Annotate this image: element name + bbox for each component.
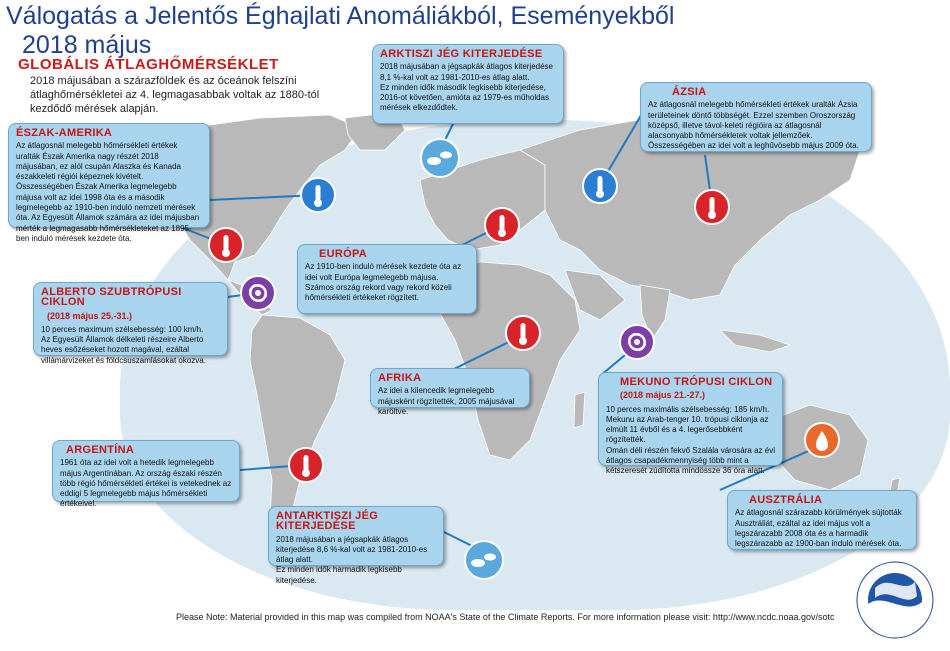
box-heading: ANTARKTISZI JÉG KITERJEDÉSE xyxy=(276,510,379,533)
box-heading: AUSZTRÁLIA xyxy=(749,494,823,506)
page-subtitle: 2018 május xyxy=(22,31,152,59)
box-text: Az átlagosnál szárazabb körülmények sújtották Ausztráliát, ezáltal az idei május volt a legszárazabb 2008 óta és a harmadik legszárazabb az 1900-ban induló mérések óta. xyxy=(735,508,902,549)
thermometer-icon-asia xyxy=(695,190,729,224)
global-heading: GLOBÁLIS ÁTLAGHŐMÉRSÉKLET xyxy=(18,56,279,73)
box-heading: ÁZSIA xyxy=(672,86,707,98)
thermometer-icon-usa xyxy=(209,228,243,262)
thermometer-icon-argentina xyxy=(289,448,323,482)
box-antarctic xyxy=(268,506,444,585)
box-text: Az idei a kilencedik legmelegebb májusként rögzítették, 2005 májusával karöltve. xyxy=(378,386,515,416)
box-australia xyxy=(727,490,917,550)
box-date: (2018 május 25.-31.) xyxy=(47,310,133,321)
box-text: Az átlagosnál melegebb hőmérsékleti értékek uralták Észak Amerika nagy részét 2018 májusában, ez alól csupán Alaszka és Kanada északkeleti régiói képeznek kivételt. Összességében Észak Amerika legmelegebb májusa volt az idei 1998 óta és a második legmelegebb az 1910-ben induló nemzeti mérések óta. Az Egyesült Államok számára az idei májusban mérték a legmagasabb hőmérsékleteket az 1895-ben induló mérések kezdete óta. xyxy=(16,141,200,243)
thermometer-icon-africa xyxy=(506,316,540,350)
box-text: 10 perces maximum szélsebesség: 100 km/h. Az Egyesült Államok délkeleti részeire Alberto heves esőzéseket hozott magával, ezáltal villámárvizeket és földcsuszamlásokat okozva. xyxy=(41,324,206,365)
box-date: (2018 május 21.-27.) xyxy=(620,390,706,401)
box-text: 2018 májusában a jégsapkák átlagos kiterjedése 8,1 %-kal volt az 1981-2010-es átlag alatt. Ez minden idők második legkisebb kiterjedése, 2016-ot követően, amióta az 1979-es műholdas mérések elkezdődtek. xyxy=(380,62,554,113)
box-text: 10 perces maximális szélsebesség: 185 km/h. Mekunu az Arab-tenger 10. trópusi ciklonja az elmúlt 11 évből és a 4. legerősebbként rögzítették. Omán déli részén fekvő Szalála városára az évi átlagos csapadékmennyiség több mint a kétszeresét zúdította mindössze 36 óra alatt. xyxy=(606,404,775,476)
box-heading: ALBERTO SZUBTRÓPUSI CIKLON xyxy=(41,286,182,309)
box-africa xyxy=(370,368,530,416)
thermometer-cold-icon-canada xyxy=(301,178,335,212)
box-heading: EURÓPA xyxy=(319,248,368,260)
cyclone-icon-alberto xyxy=(241,276,275,310)
box-heading: ÉSZAK-AMERIKA xyxy=(16,127,113,139)
box-heading: ARGENTÍNA xyxy=(66,444,135,456)
box-alberto xyxy=(33,282,228,365)
page-title: Válogatás a Jelentős Éghajlati Anomáliákból, Eseményekből xyxy=(6,2,675,30)
box-heading: AFRIKA xyxy=(378,372,422,384)
sea-ice-icon-antarctic xyxy=(465,541,503,579)
drought-icon-australia xyxy=(805,423,839,457)
land-indonesia xyxy=(720,330,790,352)
box-text: Az átlagosnál melegebb hőmérsékleti értékek uralták Ázsia területeinek döntő többségét. Ezzel szemben Oroszország középső, illetve távol-keleti régióira az átlagosnál alacsonyabb hőmérsékletek voltak jellemzőek. Összességében az idei volt a leghűvösebb május 2009 óta. xyxy=(648,100,859,151)
sea-ice-icon-arctic xyxy=(421,139,459,177)
box-heading: ARKTISZI JÉG KITERJEDÉSE xyxy=(380,48,543,60)
thermometer-cold-icon-russia xyxy=(583,169,617,203)
noaa-logo xyxy=(857,562,933,638)
box-text: 2018 májusában a jégsapkák átlagos kiterjedése 8,6 %-kal volt az 1981-2010-es átlag alatt. Ez minden idők harmadik legkisebb kiterjedése. xyxy=(276,534,428,585)
box-arctic xyxy=(372,44,564,124)
thermometer-icon-europe xyxy=(485,208,519,242)
cyclone-icon-mekunu xyxy=(620,325,654,359)
global-text: 2018 májusában a szárazföldek és az óceánok felszíni átlaghőmérsékletei az 4. legmagasabbak voltak az 1880-tól kezdődő mérések alapján. xyxy=(30,75,320,115)
box-heading: MEKUNO TRÓPUSI CIKLON xyxy=(620,376,773,388)
box-north-america xyxy=(8,123,210,243)
box-argentina xyxy=(52,440,240,509)
source-note: Please Note: Material provided in this map was compiled from NOAA's State of the Climate Reports. For more information please visit: http://www.ncdc.noaa.gov/sotc xyxy=(176,612,835,622)
box-europe xyxy=(297,244,477,314)
box-text: 1961 óta az idei volt a hetedik legmelegebb május Argentínában. Az ország északi részén több régió hőmérsékleti értékei is vetekednek az eddigi 5 legmelegebb május hőmérsékleti értékeivel. xyxy=(60,458,232,509)
box-text: Az 1910-ben induló mérések kezdete óta az idei volt Európa legmelegebb májusa. Számos ország rekord vagy rekord közeli hőmérsékleti értékeket rögzített. xyxy=(305,262,462,303)
box-mekunu xyxy=(598,372,783,476)
box-asia xyxy=(640,82,872,152)
land-madagascar xyxy=(574,392,585,428)
